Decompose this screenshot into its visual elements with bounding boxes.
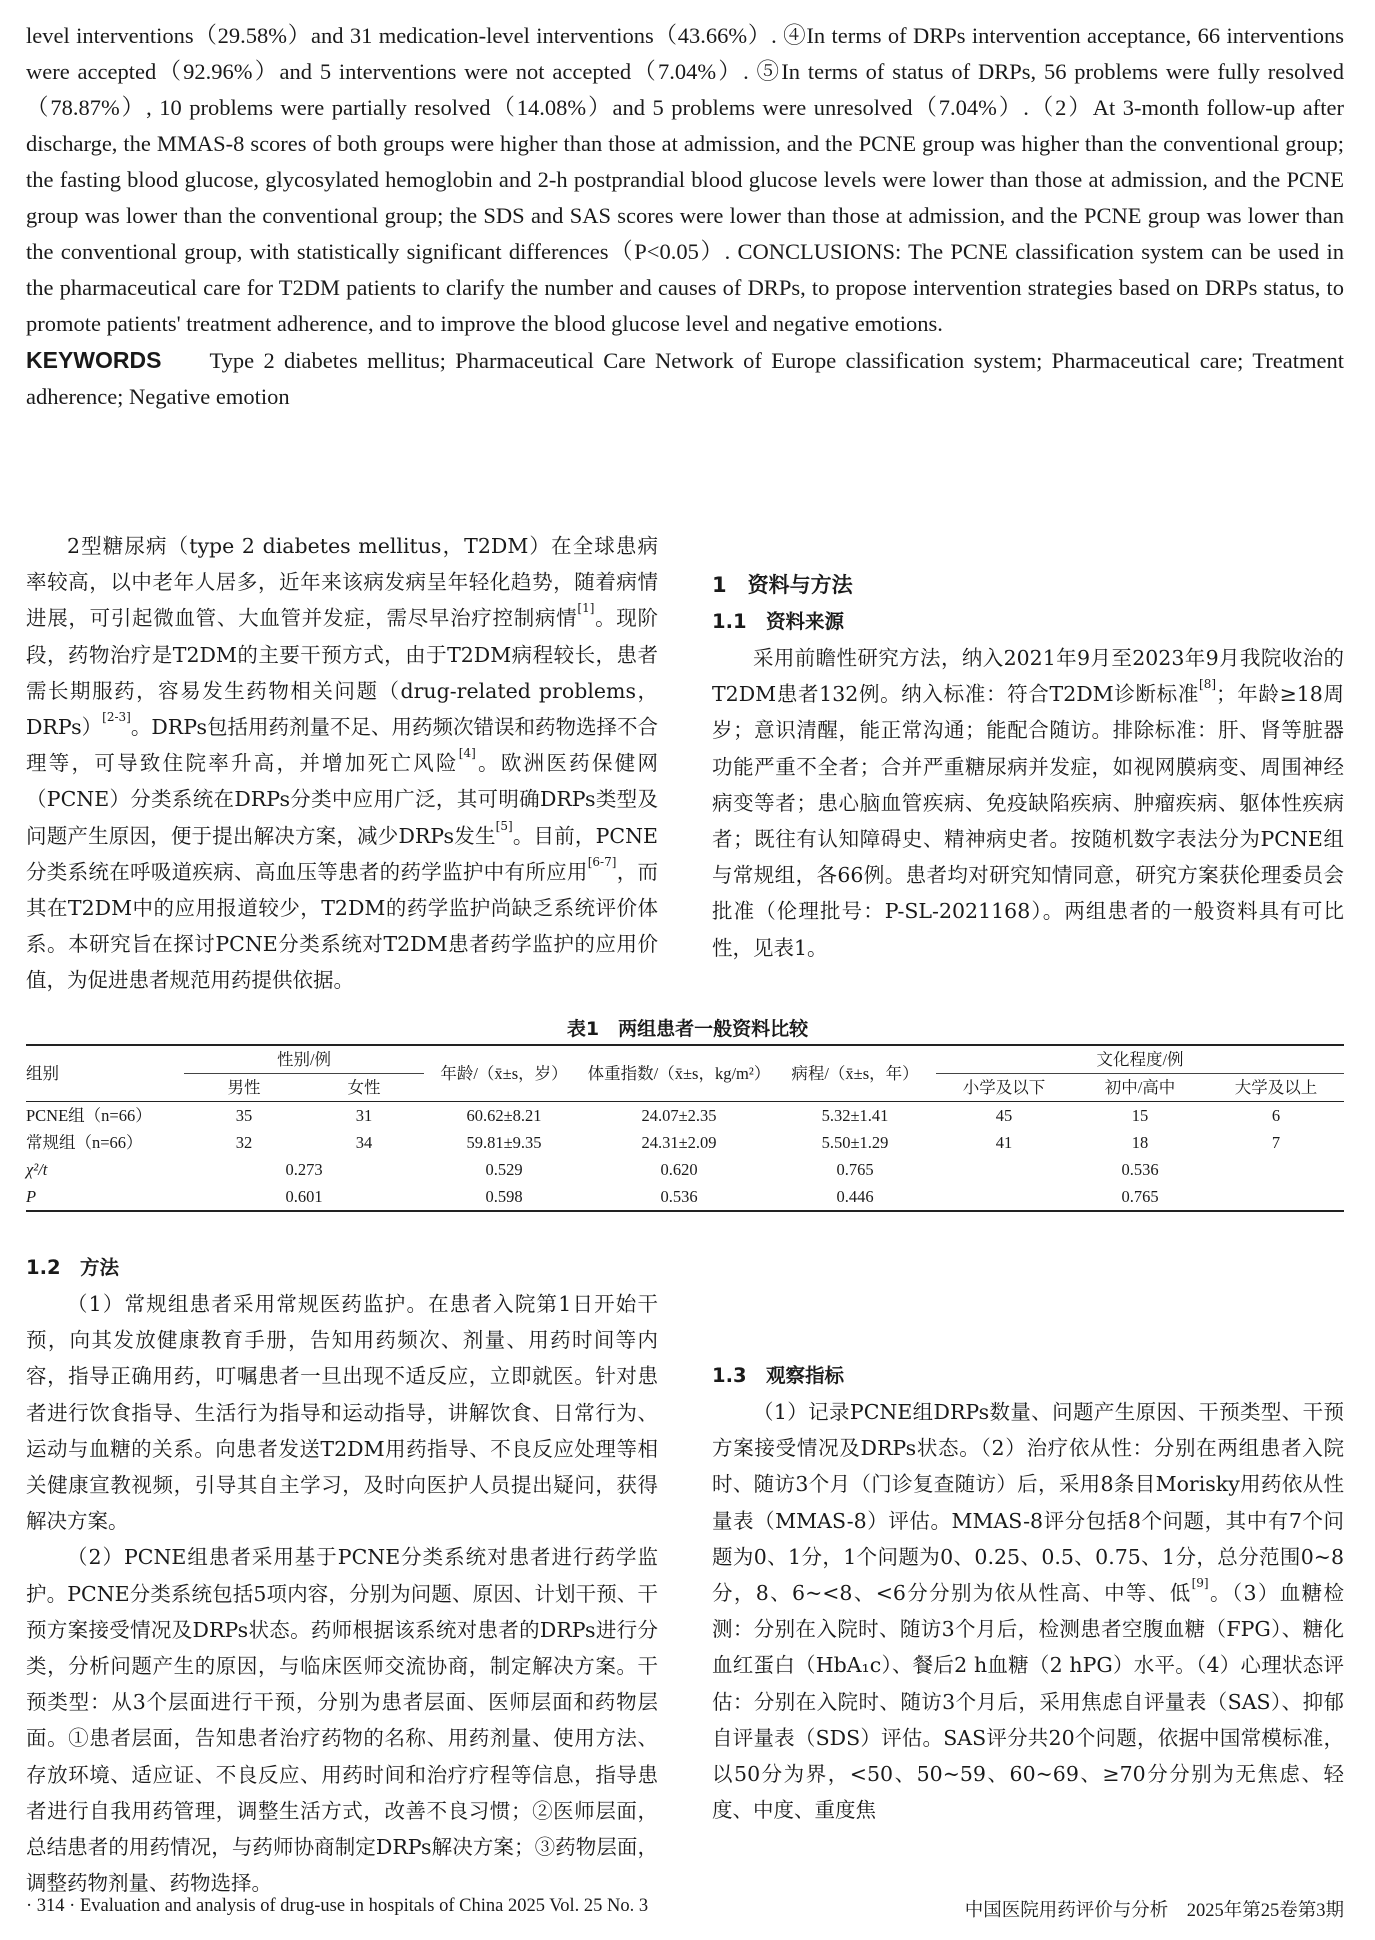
cell-group: 常规组（n=66） xyxy=(26,1133,143,1152)
cell-edu-college: 6 xyxy=(1271,1106,1281,1125)
intro-text-6: ，而其在T2DM中的应用报道较少，T2DM的药学监护尚缺乏系统评价体系。本研究旨在探讨PCNE分类系统对T2DM患者药学监护的应用价值，为促进患者规范用药提供依据。 xyxy=(26,859,658,993)
cell-stat-bmi: 0.620 xyxy=(660,1160,698,1179)
cell-age: 59.81±9.35 xyxy=(466,1133,542,1152)
cell-edu-college: 7 xyxy=(1271,1133,1281,1152)
citation: [5] xyxy=(495,818,513,833)
cell-p-edu: 0.765 xyxy=(936,1183,1344,1211)
cell-p-age: 0.598 xyxy=(424,1183,584,1211)
header-male: 男性 xyxy=(184,1074,304,1102)
cell-female: 31 xyxy=(355,1106,373,1125)
methods-left-column xyxy=(26,1250,658,1896)
cell-edu-middle: 18 xyxy=(1131,1133,1149,1152)
cell-bmi: 24.31±2.09 xyxy=(641,1133,717,1152)
cell-female: 34 xyxy=(355,1133,373,1152)
cell-male: 35 xyxy=(235,1106,253,1125)
header-female: 女性 xyxy=(304,1074,424,1102)
section-1-3-paragraph xyxy=(712,1394,1344,1828)
intro-text-5: 。目前，PCNE分类系统在呼吸道疾病、高血压等患者的药学监护中有所应用 xyxy=(26,823,658,884)
cell-edu-primary: 45 xyxy=(995,1106,1013,1125)
intro-text-4: 。欧洲医药保健网（PCNE）分类系统在DRPs分类中应用广泛，其可明确DRPs类型及问题产生原因，便于提出解决方案，减少DRPs发生 xyxy=(26,751,659,848)
citation: [4] xyxy=(458,746,476,761)
intro-text-2: 。现阶段，药物治疗是T2DM的主要干预方式，由于T2DM病程较长，患者需长期服药，容易发生药物相关问题（drug-related problems，DRPs） xyxy=(26,606,659,740)
section-1-1-text-a: 采用前瞻性研究方法，纳入2021年9月至2023年9月我院收治的T2DM患者132例。纳入标准：符合T2DM诊断标准 xyxy=(712,646,1344,707)
cell-stat-label: χ²/t xyxy=(26,1160,48,1179)
cell-group: PCNE组（n=66） xyxy=(26,1106,152,1125)
header-age: 年龄/（x̄±s，岁） xyxy=(424,1045,584,1102)
section-1-2-title: 1.2 方法 xyxy=(26,1256,120,1279)
header-course: 病程/（x̄±s，年） xyxy=(774,1045,936,1102)
footer-left: · 314 · Evaluation and analysis of drug-use in hospitals of China 2025 Vol. 25 No. 3 xyxy=(26,1896,649,1916)
table-row-p xyxy=(26,1183,1344,1211)
cell-course: 5.32±1.41 xyxy=(821,1106,889,1125)
cell-stat-age: 0.529 xyxy=(485,1160,523,1179)
section-1-1-title: 1.1 资料来源 xyxy=(712,610,845,633)
table-row xyxy=(26,1129,1344,1156)
english-abstract xyxy=(26,18,1344,415)
section-1-2-paragraph-2: （2）PCNE组患者采用基于PCNE分类系统对患者进行药学监护。PCNE分类系统包括5项内容，分别为问题、原因、计划干预、干预方案接受情况及DRPs状态。药师根据该系统对患者的DRPs进行分类，分析问题产生的原因，与临床医师交流协商，制定解决方案。干预类型：从3个层面进行干预，分别为患者层面、医师层面和药物层面。①患者层面，告知患者治疗药物的名称、用药剂量、使用方法、存放环境、适应证、不良反应、用药时间和治疗疗程等信息，指导患者进行自我用药管理，调整生活方式，改善不良习惯；②医师层面，总结患者的用药情况，与药师协商制定DRPs解决方案；③药物层面，调整药物剂量、药物选择。 xyxy=(26,1545,658,1896)
intro-text-3: 。DRPs包括用药剂量不足、用药频次错误和药物选择不合理等，可导致住院率升高，并增加死亡风险 xyxy=(26,715,658,776)
footer-right: 中国医院用药评价与分析 2025年第25卷第3期 xyxy=(964,1901,1344,1921)
citation: [1] xyxy=(577,601,595,616)
section-1-1-text-b: ；年龄≥18周岁；意识清醒，能正常沟通；能配合随访。排除标准：肝、肾等脏器功能严重不全者；合并严重糖尿病并发症，如视网膜病变、周围神经病变等者；患心脑血管疾病、免疫缺陷疾病、肿瘤疾病、躯体性疾病者；既往有认知障碍史、精神病史者。按随机数字表法分为PCNE组与常规组，各66例。患者均对研究知情同意，研究方案获伦理委员会批准（伦理批号：P-SL-2021168）。两组患者的一般资料具有可比性，见表1。 xyxy=(712,682,1345,960)
header-edu-college: 大学及以上 xyxy=(1208,1074,1344,1102)
section-1-3-title: 1.3 观察指标 xyxy=(712,1364,845,1387)
observation-right-column xyxy=(712,1358,1344,1828)
section-1-3-text-b: 。（3）血糖检测：分别在入院时、随访3个月后，检测患者空腹血糖（FPG）、糖化血红蛋白（HbA₁c）、餐后2 h血糖（2 hPG）水平。（4）心理状态评估：分别在入院时、随访3个月后，采用焦虑自评量表（SAS）、抑郁自评量表（SDS）评估。SAS评分共20个问题，依据中国常模标准，以50分为界，<50、50~59、60~69、≥70分分别为无焦虑、轻度、中度、重度焦 xyxy=(712,1581,1344,1823)
intro-text-1: 2型糖尿病（type 2 diabetes mellitus，T2DM）在全球患病率较高，以中老年人居多，近年来该病发病呈年轻化趋势，随着病情进展，可引起微血管、大血管并发症，需尽早治疗控制病情 xyxy=(26,534,658,631)
table-row xyxy=(26,1102,1344,1130)
methods-right-column xyxy=(712,564,1344,966)
cell-p-sex: 0.601 xyxy=(184,1183,424,1211)
cell-bmi: 24.07±2.35 xyxy=(641,1106,717,1125)
cell-p-bmi: 0.536 xyxy=(584,1183,774,1211)
table-caption: 表1 两组患者一般资料比较 xyxy=(566,1018,809,1040)
header-group: 组别 xyxy=(26,1045,184,1102)
citation: [6-7] xyxy=(587,854,617,869)
header-edu-middle: 初中/高中 xyxy=(1072,1074,1208,1102)
cell-p-label: P xyxy=(26,1183,184,1211)
cell-age: 60.62±8.21 xyxy=(466,1106,542,1125)
cell-p-course: 0.446 xyxy=(774,1183,936,1211)
abstract-results-conclusion: level interventions（29.58%）and 31 medication-level interventions（43.66%）. ④In terms of DRPs intervention acceptance, 66 interventions were accepted（92.96%）and 5 interventions were not accepted（7.04%）. ⑤In terms of status of DRPs, 56 problems were fully resolved（78.87%）, 10 problems were partially resolved（14.08%）and 5 problems were unresolved（7.04%）.（2）At 3-month follow-up after discharge, the MMAS-8 scores of both groups were higher than those at admission, and the PCNE group was higher than the conventional group; the fasting blood glucose, glycosylated hemoglobin and 2-h postprandial blood glucose levels were lower than those at admission, and the PCNE group was lower than the conventional group; the SDS and SAS scores were lower than those at admission, and the PCNE group was lower than the conventional group, with statistically significant differences（P<0.05）. CONCLUSIONS: The PCNE classification system can be used in the pharmaceutical care for T2DM patients to clarify the number and causes of DRPs, to propose intervention strategies based on DRPs status, to promote patients' treatment adherence, and to improve the blood glucose level and negative emotions. xyxy=(26,23,1344,336)
citation: [9] xyxy=(1191,1576,1209,1591)
section-1-2-paragraph-1: （1）常规组患者采用常规医药监护。在患者入院第1日开始干预，向其发放健康教育手册，告知用药频次、剂量、用药时间等内容，指导正确用药，叮嘱患者一旦出现不适反应，立即就医。针对患者进行饮食指导、生活行为指导和运动指导，讲解饮食、日常行为、运动与血糖的关系。向患者发送T2DM用药指导、不良反应处理等相关健康宣教视频，引导其自主学习，及时向医护人员提出疑问，获得解决方案。 xyxy=(26,1292,658,1534)
cell-stat-sex: 0.273 xyxy=(285,1160,323,1179)
intro-left-column xyxy=(26,528,658,999)
table-1 xyxy=(26,1044,1344,1212)
cell-edu-primary: 41 xyxy=(995,1133,1013,1152)
header-sex: 性别/例 xyxy=(184,1045,424,1074)
cell-stat-edu: 0.536 xyxy=(1121,1160,1159,1179)
cell-course: 5.50±1.29 xyxy=(821,1133,889,1152)
keywords-text: Type 2 diabetes mellitus; Pharmaceutical Care Network of Europe classification system; Pharmaceutical care; Treatment adherence; Negative emotion xyxy=(26,348,1344,409)
section-1-title: 1 资料与方法 xyxy=(712,573,853,597)
intro-paragraph xyxy=(26,528,658,999)
header-bmi: 体重指数/（x̄±s，kg/m²） xyxy=(584,1045,774,1102)
keywords-label: KEYWORDS xyxy=(26,347,162,373)
header-education: 文化程度/例 xyxy=(936,1045,1344,1074)
section-1-3-text-a: （1）记录PCNE组DRPs数量、问题产生原因、干预类型、干预方案接受情况及DRPs状态。（2）治疗依从性：分别在两组患者入院时、随访3个月（门诊复查随访）后，采用8条目Morisky用药依从性量表（MMAS-8）评估。MMAS-8评分包括8个问题，其中有7个问题为0、1分，1个问题为0、0.25、0.5、0.75、1分，总分范围0~8分，8、6~<8、<6分分别为依从性高、中等、低 xyxy=(712,1400,1344,1606)
table-header-row xyxy=(26,1045,1344,1074)
header-edu-primary: 小学及以下 xyxy=(936,1074,1072,1102)
cell-male: 32 xyxy=(235,1133,253,1152)
cell-stat-course: 0.765 xyxy=(836,1160,874,1179)
citation: [2-3] xyxy=(102,710,131,725)
citation: [8] xyxy=(1199,677,1217,692)
cell-edu-middle: 15 xyxy=(1131,1106,1149,1125)
keywords-line xyxy=(26,342,1344,415)
section-1-1-text xyxy=(712,640,1344,966)
table-row-statistic xyxy=(26,1156,1344,1183)
